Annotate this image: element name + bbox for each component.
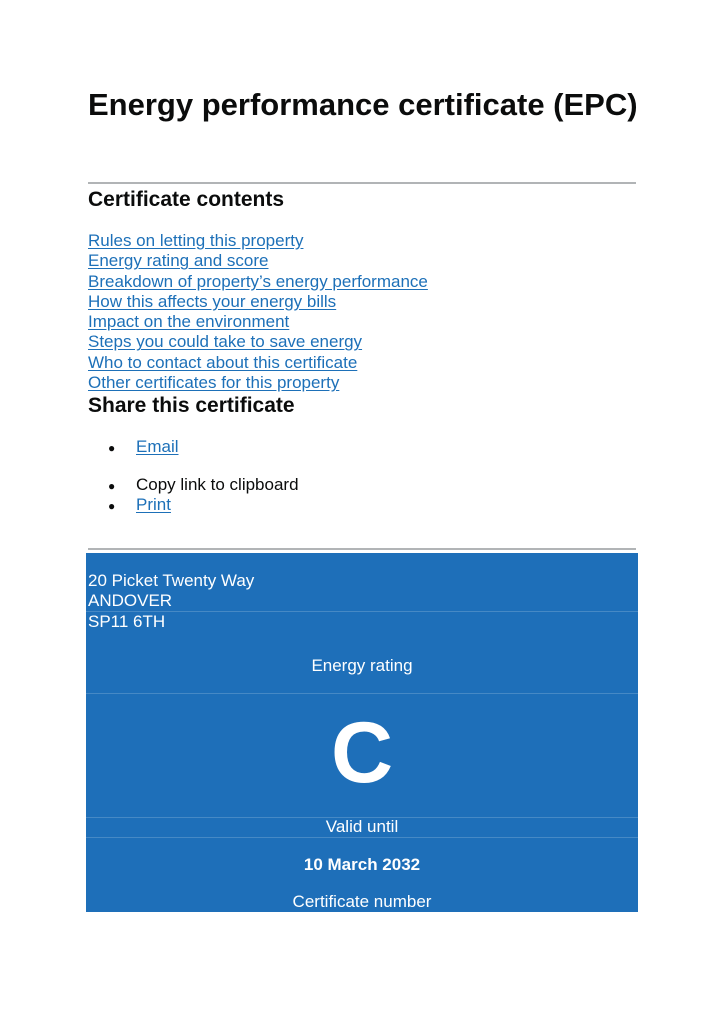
- contents-item: [88, 292, 428, 312]
- contents-heading: Certificate contents: [88, 188, 285, 211]
- energy-rating-label: Energy rating: [311, 656, 413, 675]
- contents-item: [88, 251, 428, 271]
- share-heading: Share this certificate: [88, 394, 295, 417]
- link-save-energy[interactable]: Steps you could take to save energy: [88, 332, 363, 352]
- panel-divider: [86, 693, 638, 694]
- address-line-1: 20 Picket Twenty Way: [88, 571, 255, 590]
- share-item-copy: [108, 475, 299, 496]
- link-energy-rating[interactable]: Energy rating and score: [88, 251, 269, 271]
- energy-rating-letter: C: [330, 705, 394, 801]
- bullet-icon: ●: [108, 440, 116, 455]
- certificate-summary-panel: [86, 553, 638, 912]
- section-divider: [88, 548, 636, 550]
- link-breakdown[interactable]: Breakdown of property’s energy performance: [88, 271, 428, 291]
- contents-item: [88, 231, 428, 251]
- certificate-number-label: Certificate number: [292, 892, 432, 911]
- copy-link-button[interactable]: Copy link to clipboard: [136, 475, 299, 494]
- link-energy-bills[interactable]: How this affects your energy bills: [88, 291, 337, 311]
- panel-divider: [86, 837, 638, 838]
- valid-until-label: Valid until: [325, 817, 399, 836]
- bullet-icon: ●: [108, 478, 116, 493]
- contents-list: [88, 231, 428, 393]
- contents-item: [88, 373, 428, 393]
- contents-item: [88, 272, 428, 292]
- link-other-certificates[interactable]: Other certificates for this property: [88, 373, 340, 393]
- valid-until-date: 10 March 2032: [303, 855, 421, 874]
- contents-item: [88, 353, 428, 373]
- share-item-print: [108, 495, 171, 516]
- share-item-email: [108, 437, 179, 458]
- link-who-to-contact[interactable]: Who to contact about this certificate: [88, 352, 358, 372]
- section-divider: [88, 182, 636, 184]
- address-postcode: SP11 6TH: [88, 612, 166, 631]
- email-link[interactable]: Email: [136, 437, 179, 456]
- link-rules-on-letting[interactable]: Rules on letting this property: [88, 231, 304, 250]
- link-environment[interactable]: Impact on the environment: [88, 312, 290, 332]
- contents-item: [88, 332, 428, 352]
- print-link[interactable]: Print: [136, 495, 171, 514]
- panel-divider: [86, 611, 638, 612]
- contents-item: [88, 312, 428, 332]
- bullet-icon: ●: [108, 498, 116, 513]
- address-line-2: ANDOVER: [88, 591, 173, 610]
- page-title: Energy performance certificate (EPC): [88, 87, 638, 122]
